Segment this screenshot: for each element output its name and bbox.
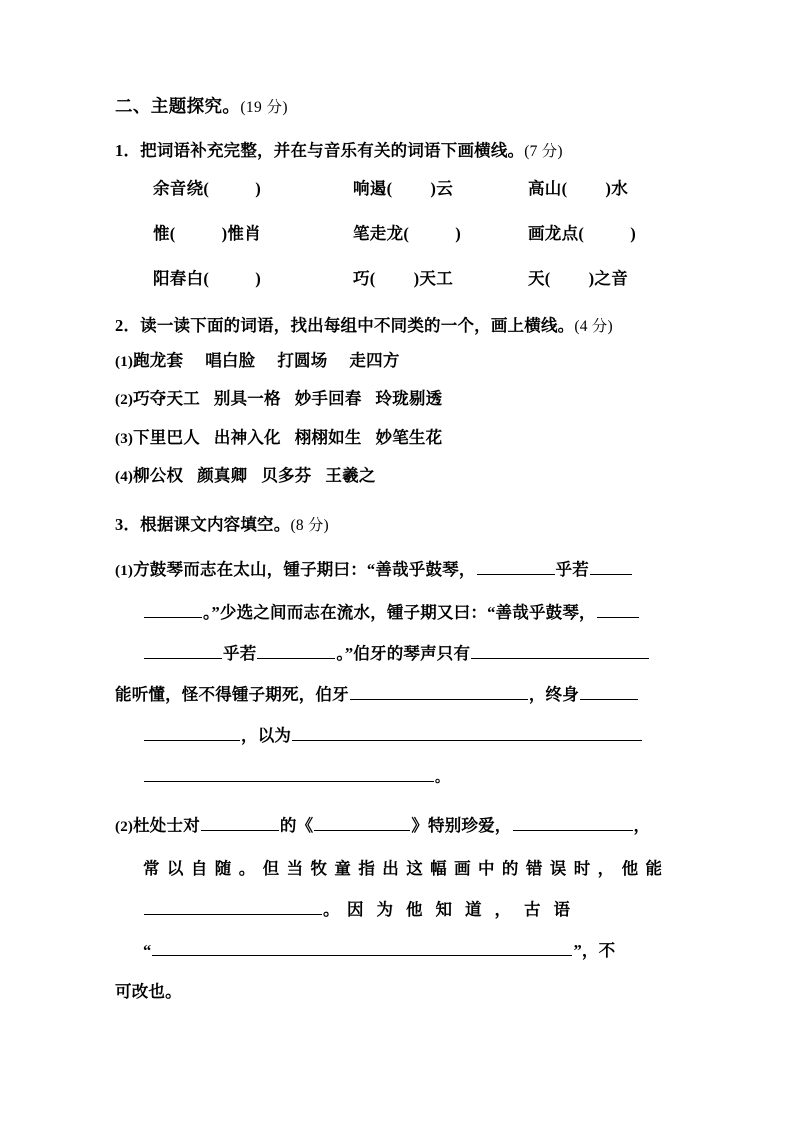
answer-blank[interactable] [201, 813, 279, 831]
item-label: (4) [115, 469, 134, 486]
answer-blank[interactable] [350, 682, 528, 700]
question-2-prompt: ．读一读下面的词语，找出每组中不同类的一个，画上横线。 [123, 316, 575, 336]
answer-blank[interactable] [144, 723, 240, 741]
word[interactable]: 颜真卿 [197, 466, 248, 486]
idiom-text: )惟肖 [221, 224, 262, 244]
fill-text: ，以为 [241, 725, 292, 745]
word[interactable]: 柳公权 [133, 466, 184, 486]
fill-text: ”，不 [573, 940, 616, 960]
idiom-row [153, 175, 665, 220]
idiom-text: ) [630, 224, 636, 244]
idiom-cell[interactable] [153, 175, 353, 220]
answer-blank[interactable] [513, 813, 633, 831]
question-1-prompt: ．把词语补充完整，并在与音乐有关的词语下画横线。 [123, 141, 525, 161]
word[interactable]: 下里巴人 [133, 427, 200, 447]
question-1-score: (7 分) [524, 143, 563, 161]
idiom-row [153, 265, 665, 289]
idiom-cell[interactable] [353, 265, 528, 289]
fill-text: “ [143, 940, 152, 960]
word[interactable]: 巧夺天工 [133, 389, 200, 409]
answer-blank[interactable] [144, 641, 222, 659]
fill-text: 。 [323, 899, 347, 919]
word[interactable]: 出神入化 [213, 427, 281, 447]
item-label: (1) [115, 353, 134, 370]
fill-text: 的《 [279, 815, 314, 835]
question-2-score: (4 分) [574, 318, 613, 336]
answer-blank[interactable] [471, 641, 649, 659]
idiom-cell[interactable] [153, 220, 353, 265]
list-item[interactable] [115, 350, 665, 373]
fill-text: 因为他知道，古语 [347, 899, 583, 919]
answer-blank[interactable] [292, 723, 642, 741]
idiom-cell[interactable] [528, 265, 665, 289]
idiom-fill-grid [153, 175, 665, 289]
fill-text: 》特别珍爱， [411, 815, 512, 835]
idiom-text: )水 [605, 179, 629, 199]
answer-blank[interactable] [477, 557, 555, 575]
fill-text: ， [633, 815, 651, 835]
section-label: 二、主题探究。 [115, 96, 241, 116]
fill-text: 可改也。 [115, 981, 182, 1001]
question-1-title [115, 140, 665, 163]
fill-text: 乎若 [555, 559, 589, 579]
idiom-cell[interactable] [353, 220, 528, 265]
fill-text: 乎若 [223, 643, 257, 663]
answer-blank[interactable] [152, 938, 572, 956]
idiom-text: )之音 [588, 269, 629, 289]
answer-blank[interactable] [144, 764, 434, 782]
idiom-text: 阳春白( [153, 269, 210, 289]
fill-text: 杜处士对 [133, 815, 200, 835]
word[interactable]: 跑龙套 [133, 350, 184, 370]
item-label: (2) [115, 818, 134, 835]
section-heading [115, 95, 665, 118]
answer-blank[interactable] [597, 600, 639, 618]
answer-blank[interactable] [580, 682, 638, 700]
idiom-cell[interactable] [528, 220, 665, 265]
word[interactable]: 唱白脸 [205, 350, 256, 370]
fill-text: 常以自随。但当牧童指出这幅画中的错误时，他能 [143, 858, 665, 878]
list-item[interactable] [115, 465, 665, 488]
answer-blank[interactable] [314, 813, 410, 831]
idiom-text: ) [255, 269, 261, 289]
question-3-item-2 [115, 805, 665, 1012]
idiom-text: 天( [528, 269, 551, 289]
word[interactable]: 妙手回春 [294, 389, 362, 409]
fill-text: ，终身 [528, 684, 579, 704]
word[interactable]: 栩栩如生 [294, 427, 362, 447]
idiom-text: 高山( [528, 179, 568, 199]
item-label: (2) [115, 392, 134, 409]
idiom-text: 余音绕( [153, 179, 210, 199]
word[interactable]: 别具一格 [213, 389, 281, 409]
idiom-text: 巧( [353, 269, 376, 289]
question-1-number: 1 [115, 141, 124, 161]
answer-blank[interactable] [590, 557, 632, 575]
word[interactable]: 贝多芬 [261, 466, 312, 486]
idiom-text: )云 [430, 179, 454, 199]
idiom-cell[interactable] [353, 175, 528, 220]
question-3-number: 3 [115, 514, 124, 534]
section-score: (19 分) [240, 99, 288, 116]
idiom-text: ) [255, 179, 261, 199]
idiom-text: 惟( [153, 224, 176, 244]
word[interactable]: 王羲之 [325, 466, 376, 486]
question-3-item-1 [115, 549, 665, 799]
list-item[interactable] [115, 388, 665, 411]
idiom-cell[interactable] [528, 175, 665, 220]
item-label: (1) [115, 562, 134, 579]
list-item[interactable] [115, 427, 665, 450]
idiom-row [153, 220, 665, 265]
idiom-cell[interactable] [153, 265, 353, 289]
idiom-text: 画龙点( [528, 224, 585, 244]
question-3-title [115, 514, 665, 537]
question-3-score: (8 分) [290, 516, 329, 534]
answer-blank[interactable] [144, 600, 202, 618]
word[interactable]: 走四方 [349, 350, 400, 370]
fill-text: 。”伯牙的琴声只有 [336, 643, 471, 663]
idiom-text: )天工 [413, 269, 454, 289]
question-2-title [115, 315, 665, 338]
fill-text: 方鼓琴而志在太山，锺子期曰：“善哉乎鼓琴， [133, 559, 476, 579]
question-3-prompt: ．根据课文内容填空。 [123, 514, 291, 534]
idiom-text: ) [455, 224, 461, 244]
idiom-text: 笔走龙( [353, 224, 410, 244]
question-2-number: 2 [115, 316, 124, 336]
fill-text: 能听懂，怪不得锺子期死，伯牙 [115, 684, 349, 704]
fill-text: 。 [435, 770, 450, 786]
word[interactable]: 妙笔生花 [375, 427, 443, 447]
idiom-text: 响遏( [353, 179, 393, 199]
answer-blank[interactable] [257, 641, 335, 659]
word-group-list [115, 350, 665, 488]
word[interactable]: 玲珑剔透 [375, 389, 443, 409]
answer-blank[interactable] [144, 897, 322, 915]
fill-text: 。”少选之间而志在流水，锺子期又曰：“善哉乎鼓琴， [203, 602, 596, 622]
item-label: (3) [115, 430, 134, 447]
word[interactable]: 打圆场 [277, 350, 328, 370]
